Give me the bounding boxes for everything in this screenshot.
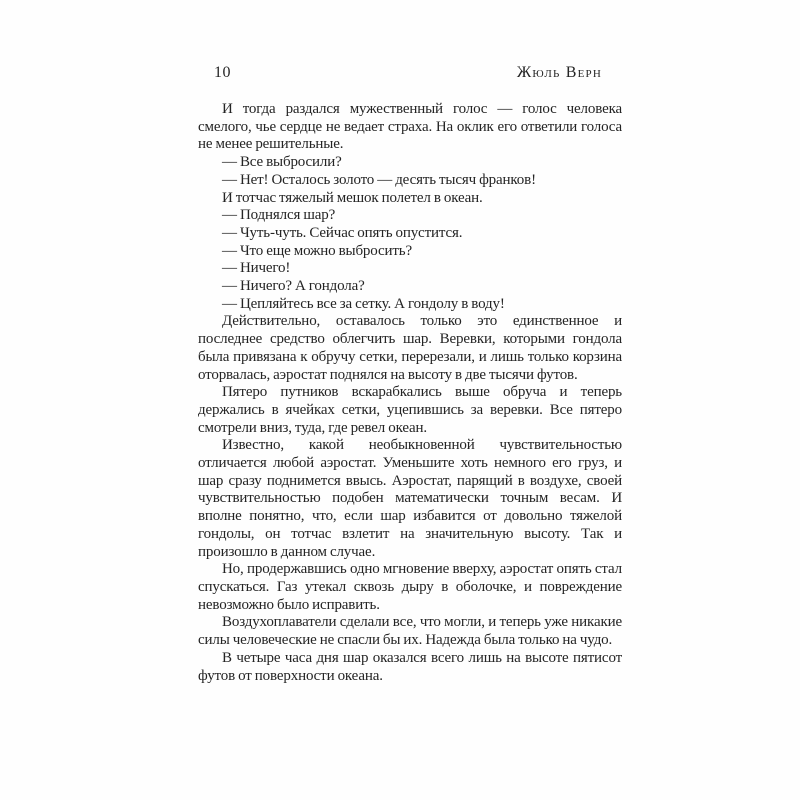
paragraph: — Ничего!	[222, 260, 291, 277]
text-block	[198, 64, 622, 685]
paragraph: — Нет! Осталось золото — десять тысяч франков!	[222, 171, 536, 188]
paragraph: И тогда раздался мужественный голос — голос человека смелого, чье сердце не ведает страха. На оклик его ответили голоса не менее решительные.	[198, 101, 622, 153]
paragraph: — Ничего? А гондола?	[222, 278, 365, 295]
paragraph: Известно, какой необыкновенной чувствительностью отличается любой аэростат. Уменьшите хоть немного его груз, и шар сразу поднимется ввысь. Аэростат, парящий в воздухе, своей чувствительностью подобен математически точным весам. И вполне понятно, что, если шар избавится от довольно тяжелой гондолы, он тотчас взлетит на значительную высоту. Так и произошло в данном случае.	[198, 437, 622, 560]
paragraph: Воздухоплаватели сделали все, что могли, и теперь уже никакие силы человеческие не спасли бы их. Надежда была только на чудо.	[198, 614, 622, 649]
paragraph: Но, продержавшись одно мгновение вверху, аэростат опять стал спускаться. Газ утекал сквозь дыру в оболочке, и повреждение невозможно было исправить.	[198, 561, 622, 613]
running-header	[198, 64, 622, 82]
paragraph: Пятеро путников вскарабкались выше обруча и теперь держались в ячейках сетки, уцепившись за веревки. Все пятеро смотрели вниз, туда, где ревел океан.	[198, 384, 622, 436]
paragraph: — Чуть-чуть. Сейчас опять опустится.	[222, 224, 463, 241]
running-head-author: Жюль Верн	[516, 64, 602, 81]
page-body	[198, 101, 622, 685]
paragraph: И тотчас тяжелый мешок полетел в океан.	[222, 189, 483, 206]
page-number: 10	[214, 64, 231, 81]
paragraph: — Все выбросили?	[222, 154, 342, 171]
paragraph: — Что еще можно выбросить?	[222, 242, 412, 259]
paragraph: Действительно, оставалось только это единственное и последнее средство облегчить шар. Веревки, которыми гондола была привязана к обручу сетки, перерезали, и лишь только корзина оторвалась, аэростат поднялся на высоту в две тысячи футов.	[198, 313, 622, 383]
paragraph: В четыре часа дня шар оказался всего лишь на высоте пятисот футов от поверхности океана.	[198, 649, 622, 684]
paragraph: — Поднялся шар?	[222, 207, 336, 224]
paragraph: — Цепляйтесь все за сетку. А гондолу в воду!	[222, 295, 505, 312]
